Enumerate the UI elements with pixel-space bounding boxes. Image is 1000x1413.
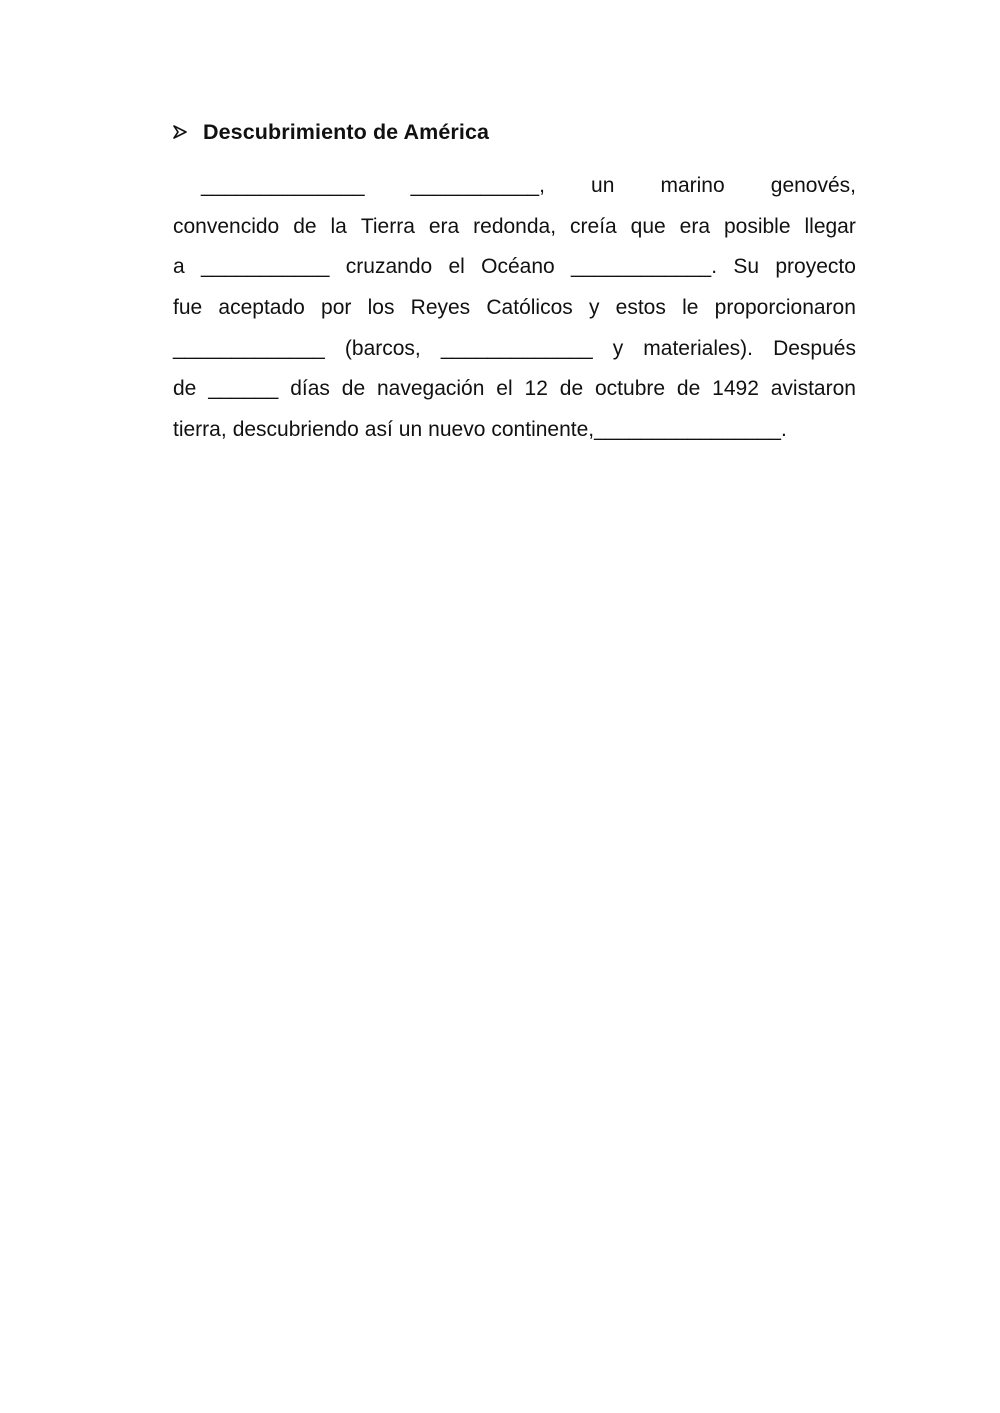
word: convencido [173, 214, 280, 238]
word: nuevo [428, 418, 486, 442]
word: de [676, 377, 701, 401]
word: aceptado [218, 296, 305, 320]
word: los [367, 296, 395, 320]
word: de [341, 377, 366, 401]
blank-name-1[interactable]: ______________ [201, 174, 365, 197]
word: era [679, 214, 711, 238]
paragraph-line-4 [173, 288, 856, 329]
word: genovés, [770, 174, 856, 197]
blank-name-2[interactable]: ___________, [410, 174, 545, 197]
word: Océano [481, 255, 555, 279]
section-heading [173, 117, 489, 147]
word: redonda, [473, 214, 557, 238]
word: la [330, 214, 347, 238]
word: de [559, 377, 584, 401]
word: creía [570, 214, 617, 238]
word: llegar [804, 214, 856, 238]
word: de [293, 214, 317, 238]
word: Católicos [486, 296, 573, 320]
word: Su [733, 255, 760, 279]
blank-crew[interactable]: _____________ [440, 336, 593, 360]
word: avistaron [770, 377, 856, 401]
word: y [612, 336, 624, 360]
section-title: Descubrimiento de América [203, 119, 490, 144]
paragraph-line-6 [173, 369, 856, 410]
word: le [682, 296, 699, 320]
word: estos [615, 296, 666, 320]
word: descubriendo [232, 418, 359, 442]
blank-days[interactable]: ______ [208, 377, 279, 401]
word: un [591, 174, 615, 197]
word: el [496, 377, 513, 401]
blank-destination[interactable]: ___________ [201, 255, 330, 279]
word: a [173, 255, 185, 279]
fill-in-paragraph [173, 166, 856, 451]
word: por [321, 296, 352, 320]
arrowhead-bullet-icon [173, 125, 187, 139]
paragraph-line-1 [173, 166, 856, 207]
word: cruzando [345, 255, 433, 279]
word: Tierra [360, 214, 415, 238]
blank-ocean[interactable]: ____________. [571, 255, 718, 279]
blank-continent[interactable]: continente,________________. [491, 418, 787, 442]
paragraph-line-5 [173, 329, 856, 370]
paragraph-line-3 [173, 247, 856, 288]
paragraph-line-7 [173, 410, 856, 451]
word: marino [660, 174, 725, 197]
word: proporcionaron [714, 296, 856, 320]
word: Después [773, 336, 856, 360]
word: y [588, 296, 600, 320]
word: proyecto [775, 255, 856, 279]
word: tierra, [173, 418, 227, 442]
word: (barcos, [344, 336, 421, 360]
word: navegación [377, 377, 485, 401]
word: 12 [524, 377, 548, 401]
word: Reyes [410, 296, 471, 320]
word: posible [723, 214, 791, 238]
word: que [630, 214, 666, 238]
word: materiales). [643, 336, 753, 360]
word: era [428, 214, 460, 238]
word: de [173, 377, 197, 401]
word: días [290, 377, 330, 401]
blank-resources[interactable]: _____________ [173, 336, 325, 360]
word: el [448, 255, 465, 279]
paragraph-line-2 [173, 207, 856, 248]
word: así [364, 418, 393, 442]
word: fue [173, 296, 203, 320]
word: 1492 [712, 377, 759, 401]
word: un [398, 418, 423, 442]
word: octubre [595, 377, 666, 401]
